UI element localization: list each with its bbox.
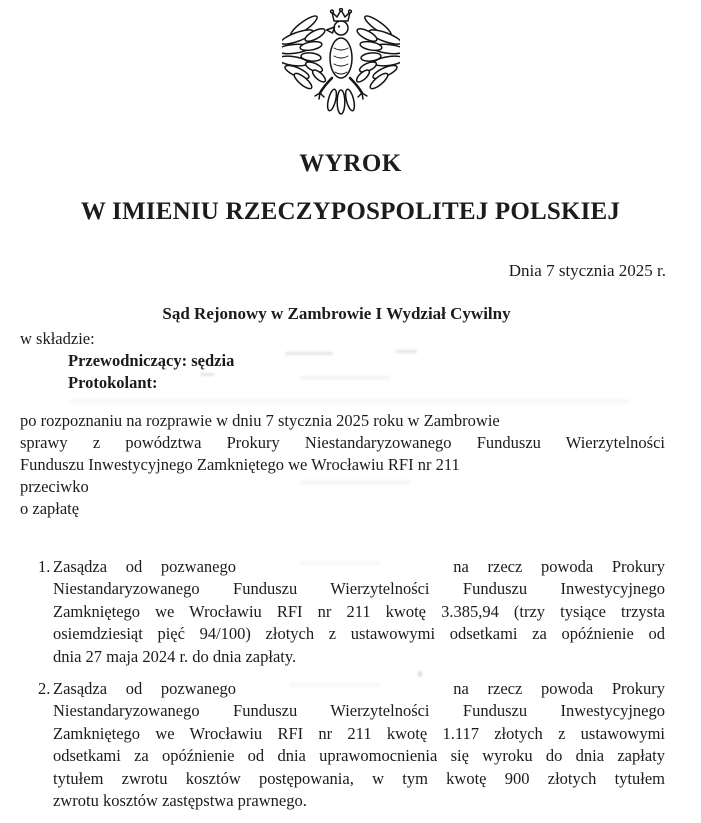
ruling-number: 2. <box>38 679 51 699</box>
case-description-line-2: Funduszu Inwestycyjnego Zamkniętego we Wrocławiu RFI nr 211 <box>20 455 460 474</box>
hearing-line: po rozpoznaniu na rozprawie w dniu 7 stycznia 2025 roku w Zambrowie <box>20 411 500 430</box>
judgment-title: WYROK <box>299 150 402 177</box>
ruling-line: odsetkami za opóźnienie od dnia uprawomocnienia się wyroku do dnia zapłaty <box>53 746 665 766</box>
preamble <box>20 410 665 520</box>
ruling-line: Niestandaryzowanego Funduszu Wierzytelności Funduszu Inwestycyjnego <box>53 579 665 599</box>
ruling-line: osiemdziesiąt pięć 94/100) złotych z ustawowymi odsetkami za opóźnienie od <box>53 624 665 644</box>
composition-label: w składzie: <box>20 329 95 348</box>
redaction-smudge <box>70 399 630 403</box>
polish-eagle-emblem <box>282 8 400 115</box>
ruling-item-1 <box>20 556 665 668</box>
court-name: Sąd Rejonowy w Zambrowie I Wydział Cywilny <box>162 304 511 323</box>
ruling-line <box>53 678 665 700</box>
against-line: przeciwko <box>20 477 89 496</box>
ruling-line: zwrotu kosztów zastępstwa prawnego. <box>53 791 307 811</box>
presiding-judge-line: Przewodniczący: sędzia <box>68 351 235 370</box>
ruling-line: dnia 27 maja 2024 r. do dnia zapłaty. <box>53 646 297 666</box>
clerk-line: Protokolant: <box>68 373 158 392</box>
panel-composition <box>68 350 701 394</box>
ruling-item-2 <box>20 678 665 812</box>
case-description-line-1: sprawy z powództwa Prokury Niestandaryzowanego Funduszu Wierzytelności <box>20 433 665 452</box>
date-line: Dnia 7 stycznia 2025 r. <box>508 261 666 280</box>
ruling-number: 1. <box>38 557 51 576</box>
redacted-name-gap <box>255 693 435 694</box>
ruling-text-after-redaction: na rzecz powoda Prokury <box>453 679 666 699</box>
rulings-list <box>20 556 665 812</box>
ruling-text-after-redaction: na rzecz powoda Prokury <box>453 557 666 576</box>
ruling-line: tytułem zwrotu kosztów postępowania, w tym kwotę 900 złotych tytułem <box>53 768 665 788</box>
redacted-name-gap <box>255 571 435 572</box>
ruling-line <box>53 556 665 578</box>
ruling-line: Zamkniętego we Wrocławiu RFI nr 211 kwotę 3.385,94 (trzy tysiące trzysta <box>53 601 665 621</box>
judgment-subtitle: W IMIENIU RZECZYPOSPOLITEJ POLSKIEJ <box>80 198 621 225</box>
ruling-text-before-redaction: Zasądza od pozwanego <box>53 679 236 699</box>
ruling-line: Niestandaryzowanego Funduszu Wierzytelności Funduszu Inwestycyjnego <box>53 701 665 721</box>
emblem-row <box>0 0 701 115</box>
ruling-text-before-redaction: Zasądza od pozwanego <box>53 557 236 576</box>
ruling-line: Zamkniętego we Wrocławiu RFI nr 211 kwotę 1.117 złotych z ustawowymi <box>53 723 665 743</box>
subject-line: o zapłatę <box>20 499 80 518</box>
